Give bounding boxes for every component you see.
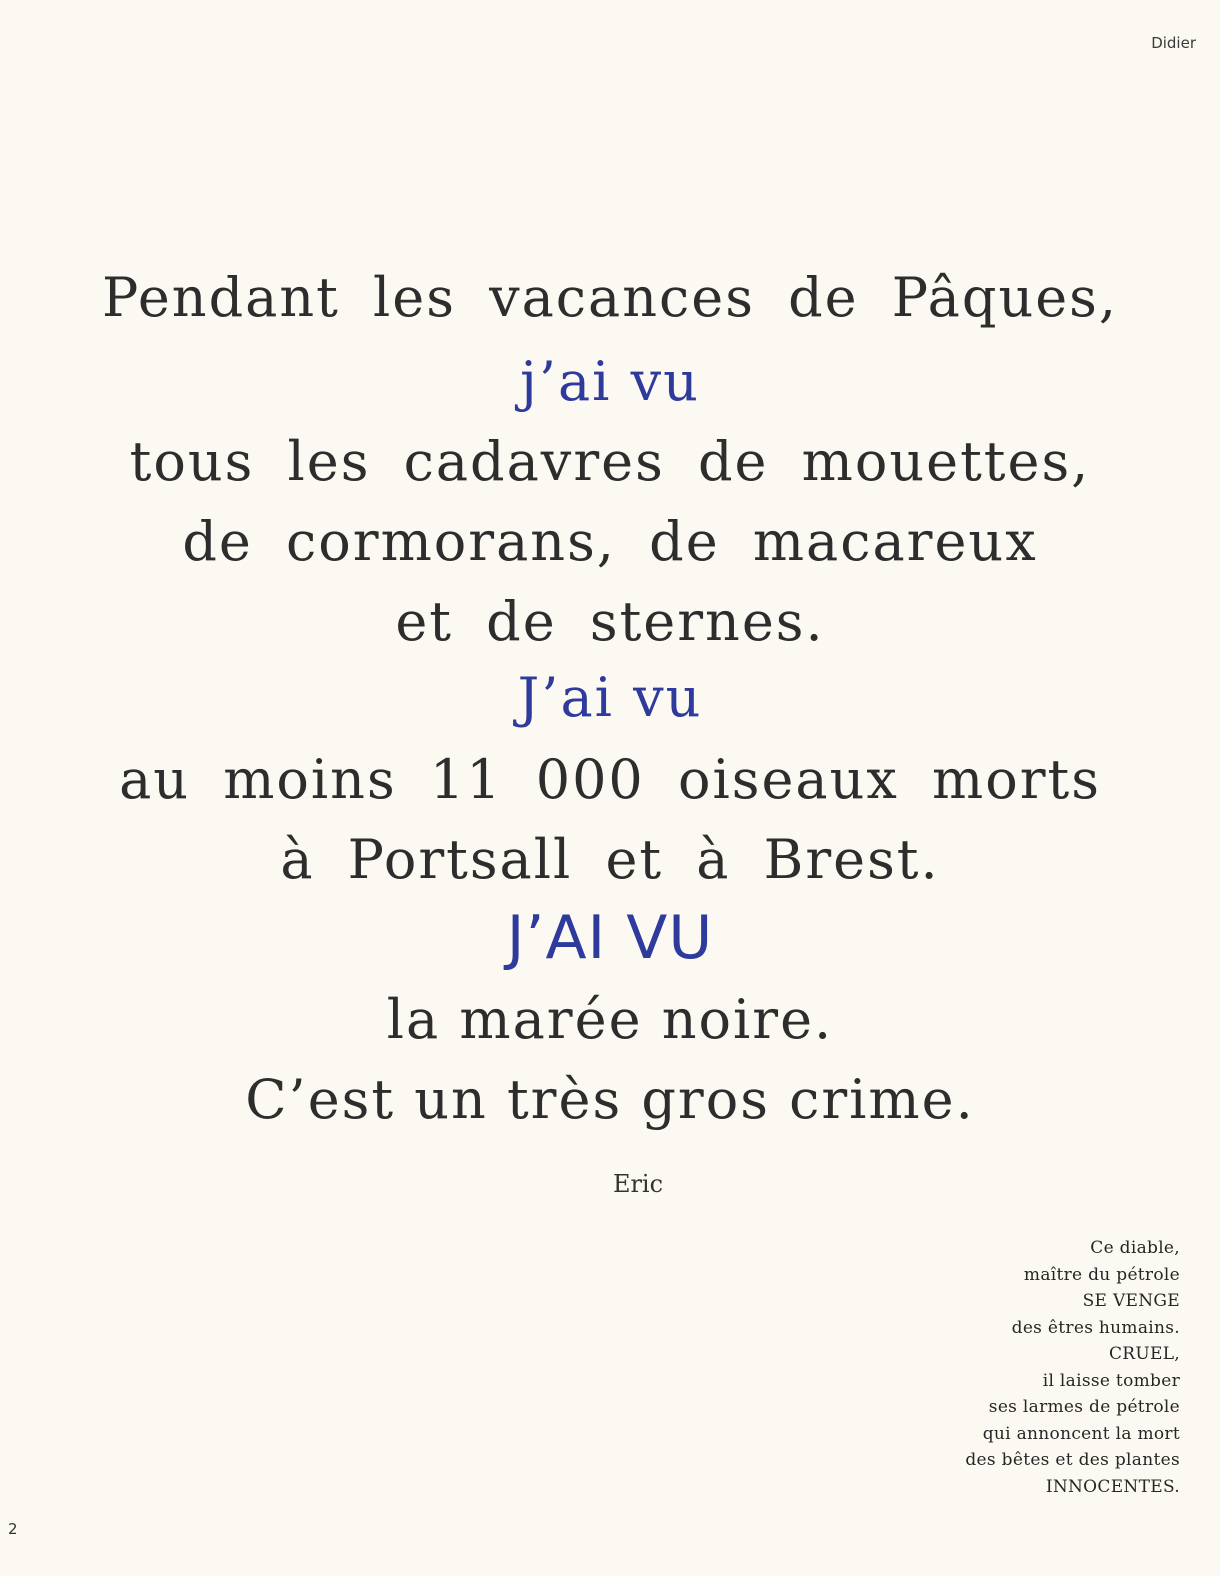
caption-line: Ce diable, [1090,1238,1180,1258]
poem-line: et de sternes. [395,590,825,653]
poem-line: au moins 11 000 oiseaux morts [119,748,1101,811]
caption-line: CRUEL, [1108,1344,1180,1364]
illustrator-credit: Didier [1151,34,1196,52]
caption-line: des bêtes et des plantes [965,1450,1180,1470]
poem-line: la marée noire. [386,988,834,1051]
caption-line: des êtres humains. [1011,1317,1180,1338]
caption-line: ses larmes de pétrole [988,1397,1180,1417]
poem-line-highlight: j’ai vu [520,350,700,413]
page-number: 2 [8,1520,18,1538]
poem-line: tous les cadavres de mouettes, [129,430,1091,493]
caption-line: INNOCENTES. [1045,1476,1180,1497]
poem-line: à Portsall et à Brest. [280,828,940,891]
poem-line: C’est un très gros crime. [245,1068,975,1131]
poem-author: Eric [612,1170,664,1198]
caption-line: SE VENGE [1082,1291,1180,1311]
caption-line: qui annoncent la mort [982,1423,1180,1444]
poem-line-emphasis: J’AI VU [506,903,714,973]
caption-line: maître du pétrole [1023,1264,1180,1285]
illustration-caption [965,1235,1180,1500]
poem-line: de cormorans, de macareux [182,510,1038,573]
caption-line: il laisse tomber [1042,1370,1180,1391]
poem-line-highlight: J’ai vu [517,666,703,729]
poem-line: Pendant les vacances de Pâques, [101,266,1119,329]
